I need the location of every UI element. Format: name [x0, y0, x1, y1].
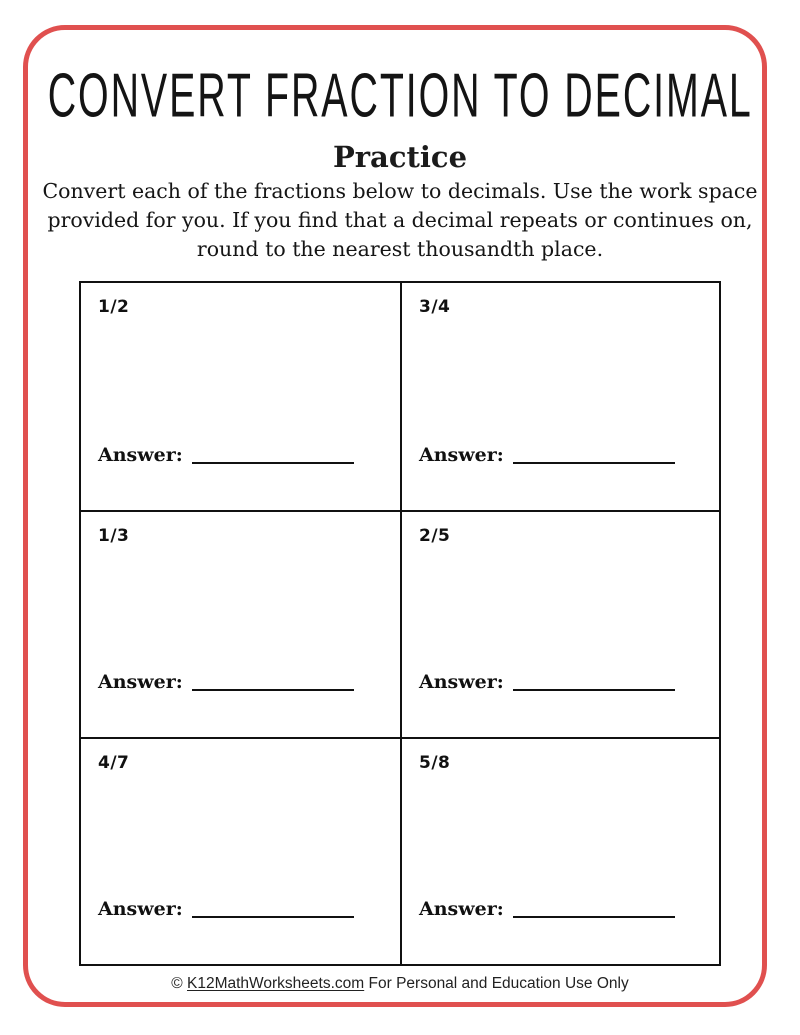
problem-cell-2 — [400, 283, 719, 510]
instructions-line-1: Convert each of the fractions below to decimals. Use the work space — [42, 179, 758, 203]
footer-website-link[interactable]: K12MathWorksheets.com — [187, 975, 365, 992]
fraction-label-3: 1/3 — [98, 526, 130, 546]
answer-row-4 — [419, 671, 701, 693]
copyright-symbol: © — [171, 975, 183, 992]
instructions-line-3: round to the nearest thousandth place. — [196, 237, 604, 261]
answer-row-6 — [419, 898, 701, 920]
footer-credit — [0, 975, 800, 993]
answer-blank-line-2 — [513, 462, 675, 464]
worksheet-subtitle: Practice — [332, 140, 468, 174]
answer-row-1 — [98, 444, 382, 466]
answer-blank-line-1 — [192, 462, 354, 464]
instructions-text — [0, 177, 800, 264]
answer-label-6: Answer: — [419, 898, 504, 920]
worksheet-title: CONVERT FRACTION TO DECIMAL — [47, 60, 753, 131]
answer-row-5 — [98, 898, 382, 920]
answer-row-3 — [98, 671, 382, 693]
answer-label-2: Answer: — [419, 444, 504, 466]
problem-cell-4 — [400, 510, 719, 737]
answer-label-1: Answer: — [98, 444, 183, 466]
problem-cell-1 — [81, 283, 400, 510]
fraction-label-2: 3/4 — [419, 297, 451, 317]
problems-grid — [79, 281, 721, 966]
answer-blank-line-6 — [513, 916, 675, 918]
answer-label-3: Answer: — [98, 671, 183, 693]
footer-usage-text: For Personal and Education Use Only — [368, 975, 629, 992]
answer-row-2 — [419, 444, 701, 466]
answer-blank-line-4 — [513, 689, 675, 691]
answer-blank-line-3 — [192, 689, 354, 691]
problem-cell-6 — [400, 737, 719, 964]
fraction-label-4: 2/5 — [419, 526, 451, 546]
answer-blank-line-5 — [192, 916, 354, 918]
problem-cell-3 — [81, 510, 400, 737]
instructions-line-2: provided for you. If you find that a decimal repeats or continues on, — [47, 208, 753, 232]
fraction-label-6: 5/8 — [419, 753, 451, 773]
problem-cell-5 — [81, 737, 400, 964]
title-row — [0, 62, 800, 136]
answer-label-4: Answer: — [419, 671, 504, 693]
fraction-label-5: 4/7 — [98, 753, 130, 773]
fraction-label-1: 1/2 — [98, 297, 130, 317]
answer-label-5: Answer: — [98, 898, 183, 920]
